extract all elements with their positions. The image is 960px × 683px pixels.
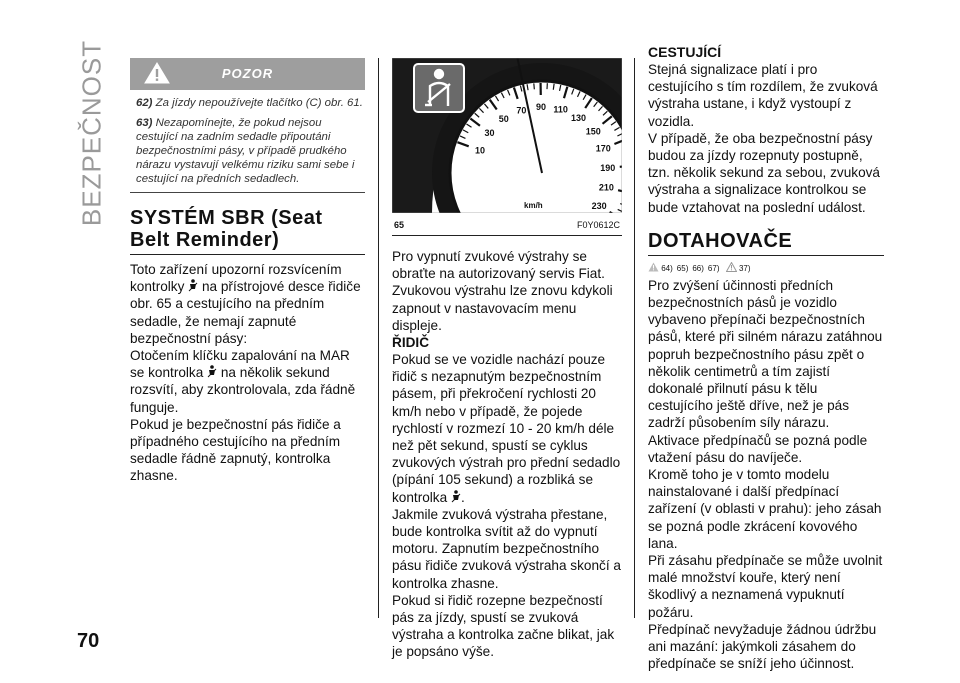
paragraph: Předpínač nevyžaduje žádnou údržbu ani mazání: jakýmkoli zásahem do předpínače se sníží jeho účinnost. [648,621,877,672]
warning-triangle-icon [648,262,659,272]
heading-rule [648,255,884,256]
speedometer-illustration [392,58,622,213]
paragraph: Pokud se ve vozidle nachází pouze řidič s nezapnutým bezpečnostním pásem, při překročení rychlosti 20 km/h nebo v případě, že pojede rychlostí v rozmezí 10 - 20 km/h déle než pět sekund, spustí se cyklus zvukových výstrah pro přední sedadlo (pípání 105 sekund) a rozbliká se kontrolka . [392,352,621,505]
warning-item: 63) Nezapomínejte, že pokud nejsou cestující na zadním sedadle připoutáni bezpečnostními pásy, v případě prudkého nárazu vystavují velkému riziku sami sebe i cestující na předních sedadlech. [136,117,355,185]
figure-number: 65 [394,220,405,230]
seatbelt-warning-icon [451,490,461,503]
warning-references: 64) 65) 66) 67) 37) [648,262,884,275]
warning-box [130,58,365,193]
figure-speedometer [392,58,622,213]
warning-header [130,58,365,90]
speed-label: 170 [595,143,611,154]
speed-label: 110 [553,104,568,115]
page-number: 70 [77,630,100,652]
speed-label: 90 [535,102,546,113]
passengers-heading: CESTUJÍCÍ [648,44,722,60]
column-right [648,44,884,673]
paragraph: Toto zařízení upozorní rozsvícením kontrolky na přístrojové desce řidiče obr. 65 a cestujícího na předním sedadle, že nemají zapnuté bezpečnostní pásy: [130,262,361,346]
speed-label: 30 [484,128,495,139]
figure-caption [392,217,622,236]
column-left [130,58,365,485]
section-heading: SYSTÉM SBR (Seat Belt Reminder) [130,207,323,251]
paragraph: Kromě toho je v tomto modelu nainstalované i další předpínací zařízení (v oblasti v prahu): jeho zásah se pozná podle zkrácení kovového lana. [648,467,882,551]
speed-tick [534,83,535,89]
paragraph: Otočením klíčku zapalování na MAR se kontrolka na několik sekund rozsvítí, aby zkontrolovala, zda řádně funguje. [130,348,356,415]
seatbelt-warning-icon [207,365,217,378]
col3-text-a [648,61,884,216]
heading-rule [130,254,365,255]
driver-heading: ŘIDIČ [392,335,430,351]
paragraph: V případě, že oba bezpečnostní pásy budou za jízdy rozepnuty postupně, tzn. několik sekund za sebou, zvuková výstraha a signalizace kontrolkou se bude vztahovat na poslední událost. [648,130,880,215]
col3-text-b [648,277,884,673]
figure-code: F0Y0612C [576,220,620,230]
speed-unit-label: km/h [524,201,543,210]
pretensioner-heading: DOTAHOVAČE [648,229,793,252]
paragraph: Pro zvýšení účinnosti předních bezpečnostních pásů je vozidlo vybaveno přepínači bezpečnostních pásů, které při silném nárazu zatáhnou popruh bezpečnostního pásu zpět o několik centimetrů a tím zajistí dokonalé přilnutí pásu k tělu cestujícího ještě dříve, než je pás zadrží působením síly nárazu. [648,277,883,431]
speed-label: 230 [591,201,607,211]
column-divider [634,58,635,618]
col2-text [392,248,622,661]
paragraph: Při zásahu předpínače se může uvolnit malé množství kouře, který není škodlivý a neznamená vypuknutí požáru. [648,553,883,620]
paragraph: Pro vypnutí zvukové výstrahy se obraťte na autorizovaný servis Fiat. Zvukovou výstrahu lze znovu kdykoli zapnout v nastavovacím menu displeje. [392,249,613,333]
paragraph: Pokud je bezpečnostní pás řidiče a případného cestujícího na předním sedadle řádně zapnutý, kontrolka zhasne. [130,416,341,484]
warning-title: POZOR [221,66,274,81]
speed-label: 130 [571,113,587,124]
paragraph: Pokud si řidič rozepne bezpečností pás za jízdy, spustí se zvuková výstraha a kontrolka začne blikat, jak je popsáno výše. [392,592,615,660]
sbr-text [130,261,365,485]
seatbelt-warning-icon [188,279,198,292]
speed-tick [620,166,622,167]
section-label: BEZPEČNOST [76,39,107,227]
speed-label: 210 [598,182,614,193]
column-middle [392,58,622,661]
paragraph: Stejná signalizace platí i pro cestujícího s tím rozdílem, že zvuková výstraha ustane, i když vystoupí z vozidla. [648,62,878,129]
speed-label: 190 [600,162,616,173]
speed-label: 10 [474,145,485,156]
paragraph: Jakmile zvuková výstraha přestane, bude kontrolka svítit až do vypnutí motoru. Zapnutím bezpečnostního pásu řidiče zvuková výstraha skončí a kontrolka zhasne. [392,506,621,591]
speed-tick [553,84,554,90]
paragraph: Aktivace předpínačů se pozná podle vtažení pásu do navíječe. [648,432,868,465]
caution-icon [726,262,737,272]
warning-item: 62) Za jízdy nepoužívejte tlačítko (C) obr. 61. [136,97,363,109]
column-divider [378,58,379,618]
speed-label: 50 [498,114,509,125]
speed-label: 70 [516,105,527,116]
speed-label: 150 [585,126,601,137]
